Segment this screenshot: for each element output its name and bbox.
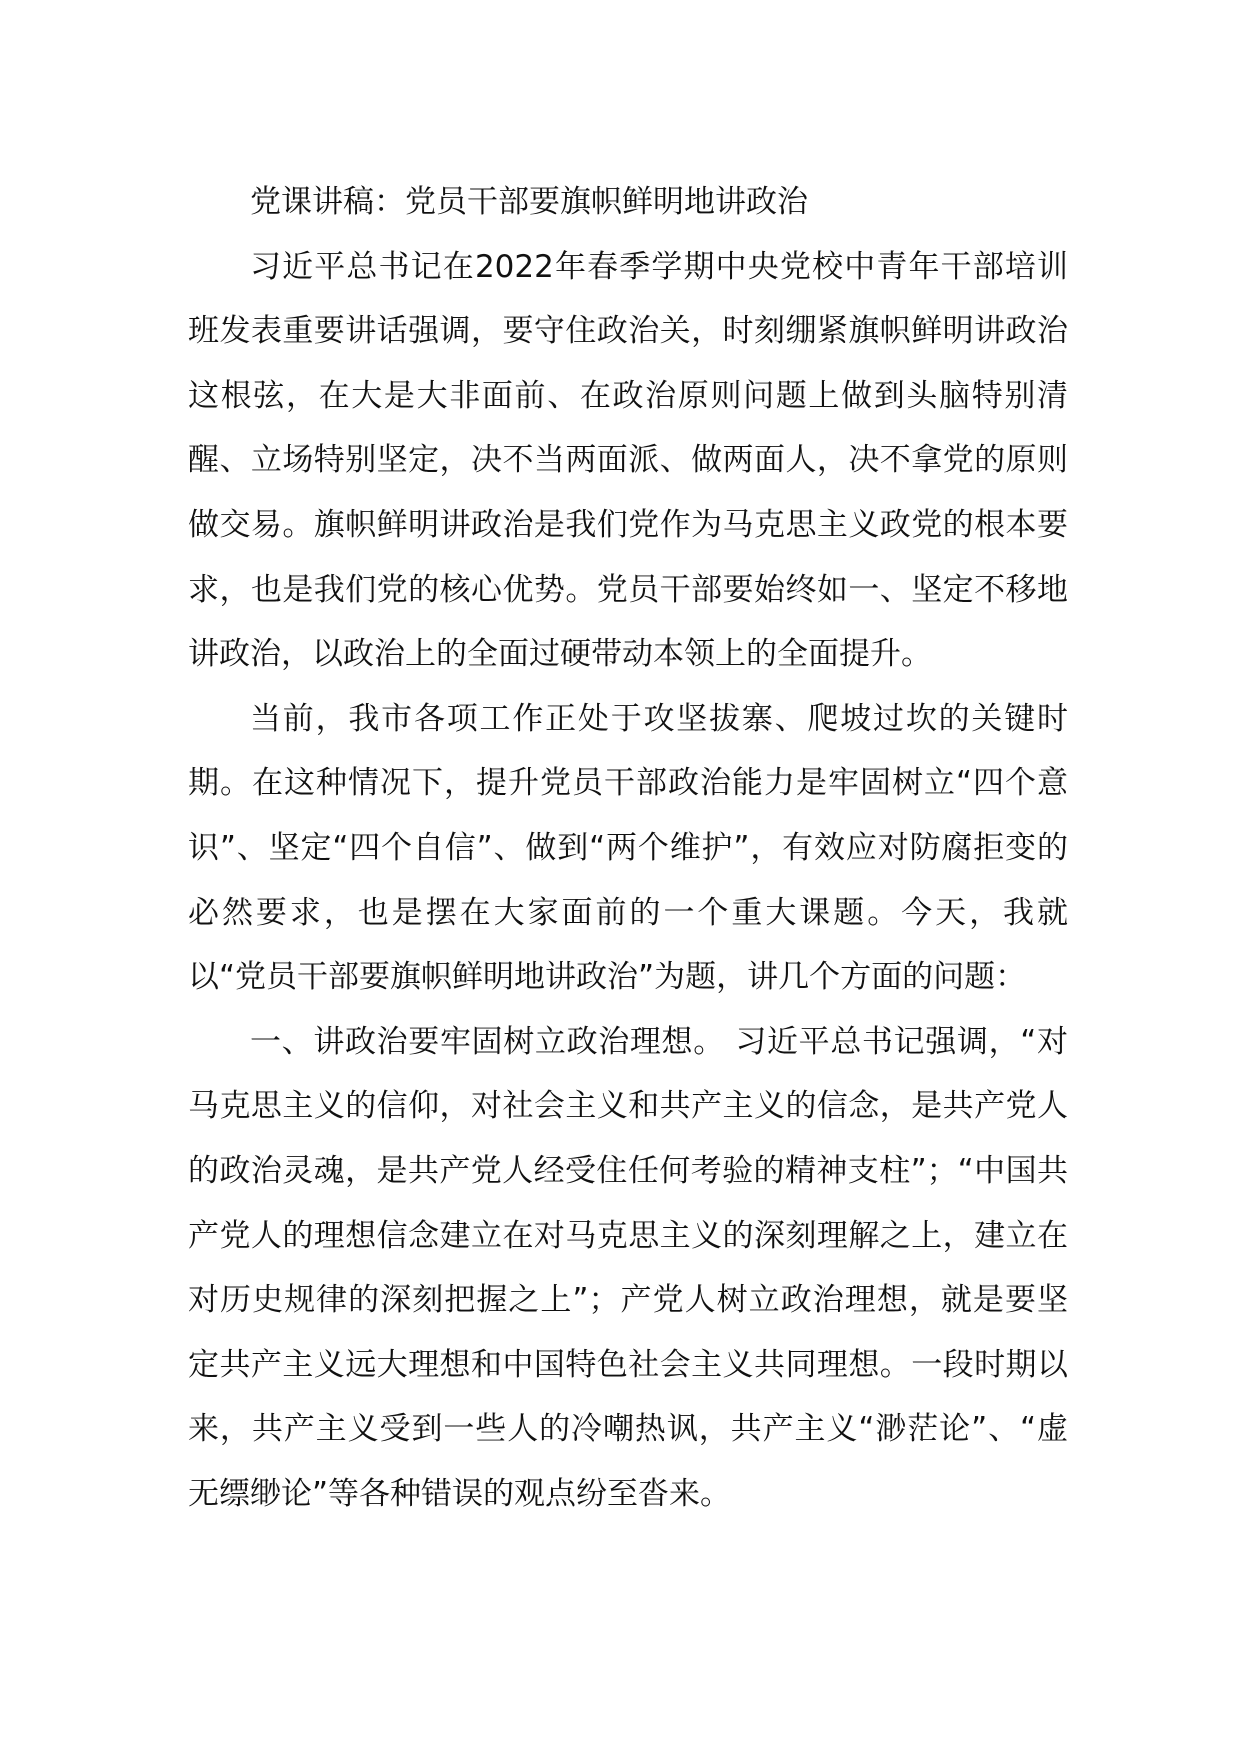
- paragraph-2: 当前，我市各项工作正处于攻坚拔寨、爬坡过坎的关键时期。在这种情况下，提升党员干部政治能力是牢固树立“四个意识”、坚定“四个自信”、做到“两个维护”，有效应对防腐拒变的必然要求，也是摆在大家面前的一个重大课题。今天，我就以“党员干部要旗帜鲜明地讲政治”为题，讲几个方面的问题：: [188, 700, 1068, 996]
- paragraph-1: 习近平总书记在2022年春季学期中央党校中青年干部培训班发表重要讲话强调，要守住政治关，时刻绷紧旗帜鲜明讲政治这根弦，在大是大非面前、在政治原则问题上做到头脑特别清醒、立场特别坚定，决不当两面派、做两面人，决不拿党的原则做交易。旗帜鲜明讲政治是我们党作为马克思主义政党的根本要求，也是我们党的核心优势。党员干部要始终如一、坚定不移地讲政治，以政治上的全面过硬带动本领上的全面提升。: [188, 248, 1068, 673]
- paragraph-3: 一、讲政治要牢固树立政治理想。 习近平总书记强调，“对马克思主义的信仰，对社会主义和共产主义的信念，是共产党人的政治灵魂，是共产党人经受住任何考验的精神支柱”；“中国共产党人的理想信念建立在对马克思主义的深刻理解之上，建立在对历史规律的深刻把握之上”；产党人树立政治理想，就是要坚定共产主义远大理想和中国特色社会主义共同理想。一段时期以来，共产主义受到一些人的冷嘲热讽，共产主义“渺茫论”、“虚无缥缈论”等各种错误的观点纷至沓来。: [188, 1023, 1068, 1512]
- document-body: [188, 170, 1068, 1526]
- document-title: 党课讲稿：党员干部要旗帜鲜明地讲政治: [250, 184, 808, 220]
